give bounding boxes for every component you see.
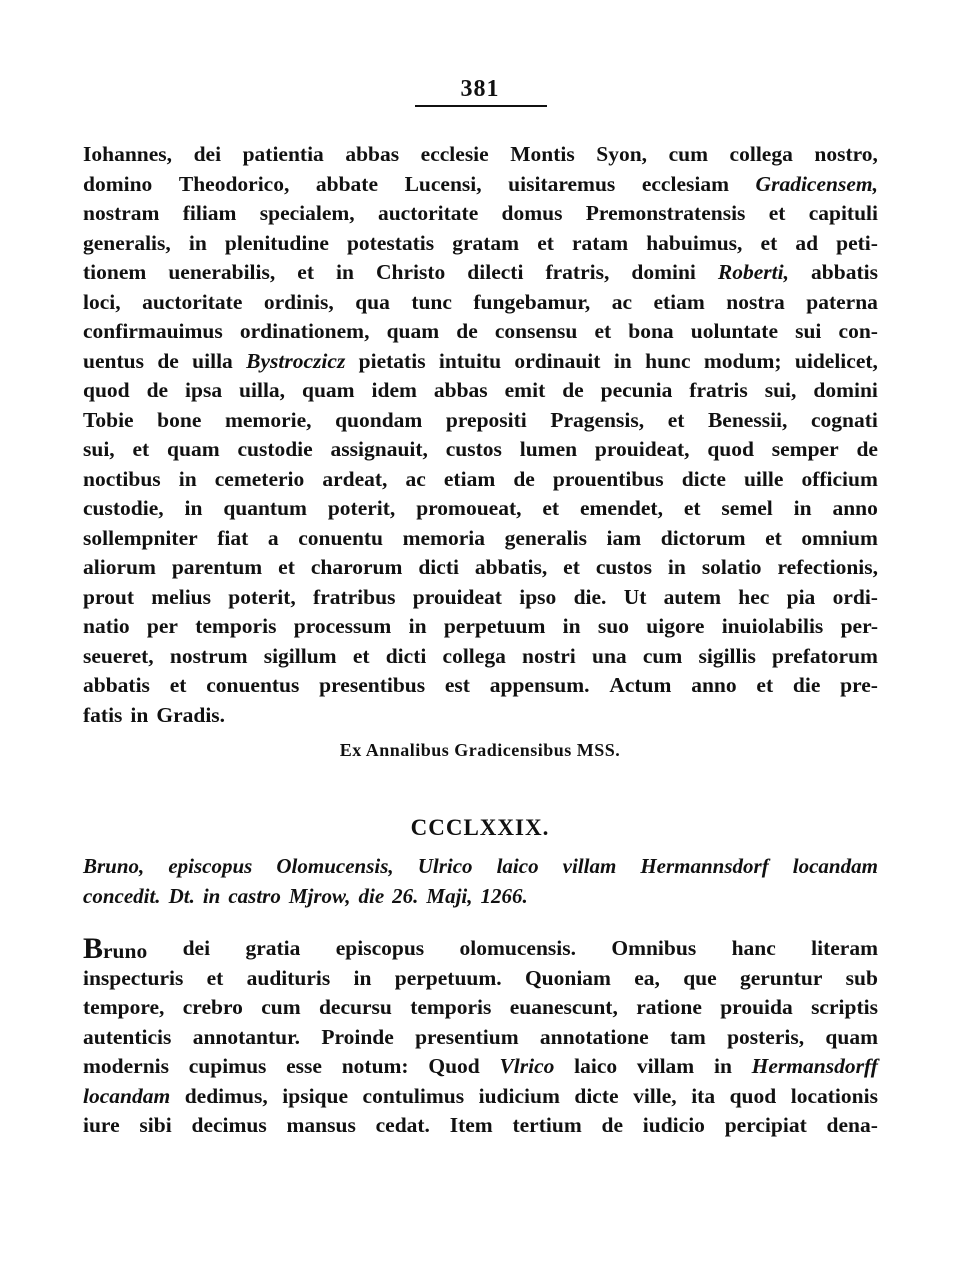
text-line: aliorum parentum et charorum dicti abbatis, et custos in solatio refectionis, [83,555,878,579]
text-line: inspecturis et audituris in perpetuum. Quoniam ea, que geruntur sub [83,965,878,990]
text-line: concedit. Dt. in castro Mjrow, die 26. Maji, 1266. [83,883,528,908]
text-line: natio per temporis processum in perpetuum in suo uigore inuiolabilis per- [83,614,878,638]
text-line: noctibus in cemeterio ardeat, ac etiam de prouentibus dicte uille officium [83,466,878,491]
page-number: 381 [460,76,500,102]
text-line: prout melius poterit, fratribus prouideat ipso die. Ut autem hec pia ordi- [83,584,878,609]
text-line: locandam dedimus, ipsique contulimus iudicium dicte ville, ita quod locationis [83,1083,878,1108]
text-line: sui, et quam custodie assignauit, custos lumen prouideat, quod semper de [83,437,878,461]
initial-letter: B [83,932,104,965]
text-line: iure sibi decimus mansus cedat. Item tertium de iudicio percipiat dena- [83,1113,878,1137]
text-line: quod de ipsa uilla, quam idem abbas emit de pecunia fratris sui, domini [83,378,878,402]
text-line: seueret, nostrum sigillum et dicti collega nostri una cum sigillis prefatorum [83,643,878,668]
document-body-text [83,934,878,1141]
text-line: modernis cupimus esse notum: Quod Vlrico laico villam in Hermansdorff [83,1054,878,1078]
text-line: domino Theodorico, abbate Lucensi, uisitaremus ecclesiam Gradicensem, [83,171,878,196]
source-note: Ex Annalibus Gradicensibus MSS. [339,740,621,760]
preceding-document-text [83,140,878,730]
text-line: uentus de uilla Bystroczicz pietatis intuitu ordinauit in hunc modum; uidelicet, [83,348,878,373]
text-line: loci, auctoritate ordinis, qua tunc fungebamur, ac etiam nostra paterna [83,289,878,314]
text-line: tempore, crebro cum decursu temporis euanescunt, ratione prouida scriptis [83,995,878,1019]
page-number-rule [415,105,547,107]
document-number: CCCLXXIX. [410,815,550,840]
text-line: confirmauimus ordinationem, quam de consensu et bona uoluntate sui con- [83,319,878,343]
text-line: Tobie bone memorie, quondam prepositi Pragensis, et Benessii, cognati [83,407,878,432]
text-line: generalis, in plenitudine potestatis gratam et ratam habuimus, et ad peti- [83,230,878,255]
text-line: sollempniter fiat a conuentu memoria generalis iam dictorum et omnium [83,525,878,550]
document-summary [83,852,878,911]
text-line: Bruno, episcopus Olomucensis, Ulrico laico villam Hermannsdorf locandam [83,854,878,878]
text-line: Iohannes, dei patientia abbas ecclesie Montis Syon, cum collega nostro, [83,142,878,166]
text-line: autenticis annotantur. Proinde presentium annotatione tam posteris, quam [83,1024,878,1049]
text-line: Bruno dei gratia episcopus olomucensis. Omnibus hanc literam [83,932,878,965]
text-line: abbatis et conuentus presentibus est appensum. Actum anno et die pre- [83,673,878,697]
text-line: custodie, in quantum poterit, promoueat, et emendet, et semel in anno [83,496,878,520]
text-line: nostram filiam specialem, auctoritate domus Premonstratensis et capituli [83,201,878,225]
text-line: fatis in Gradis. [83,702,226,727]
text-line: tionem uenerabilis, et in Christo dilecti fratris, domini Roberti, abbatis [83,260,878,284]
